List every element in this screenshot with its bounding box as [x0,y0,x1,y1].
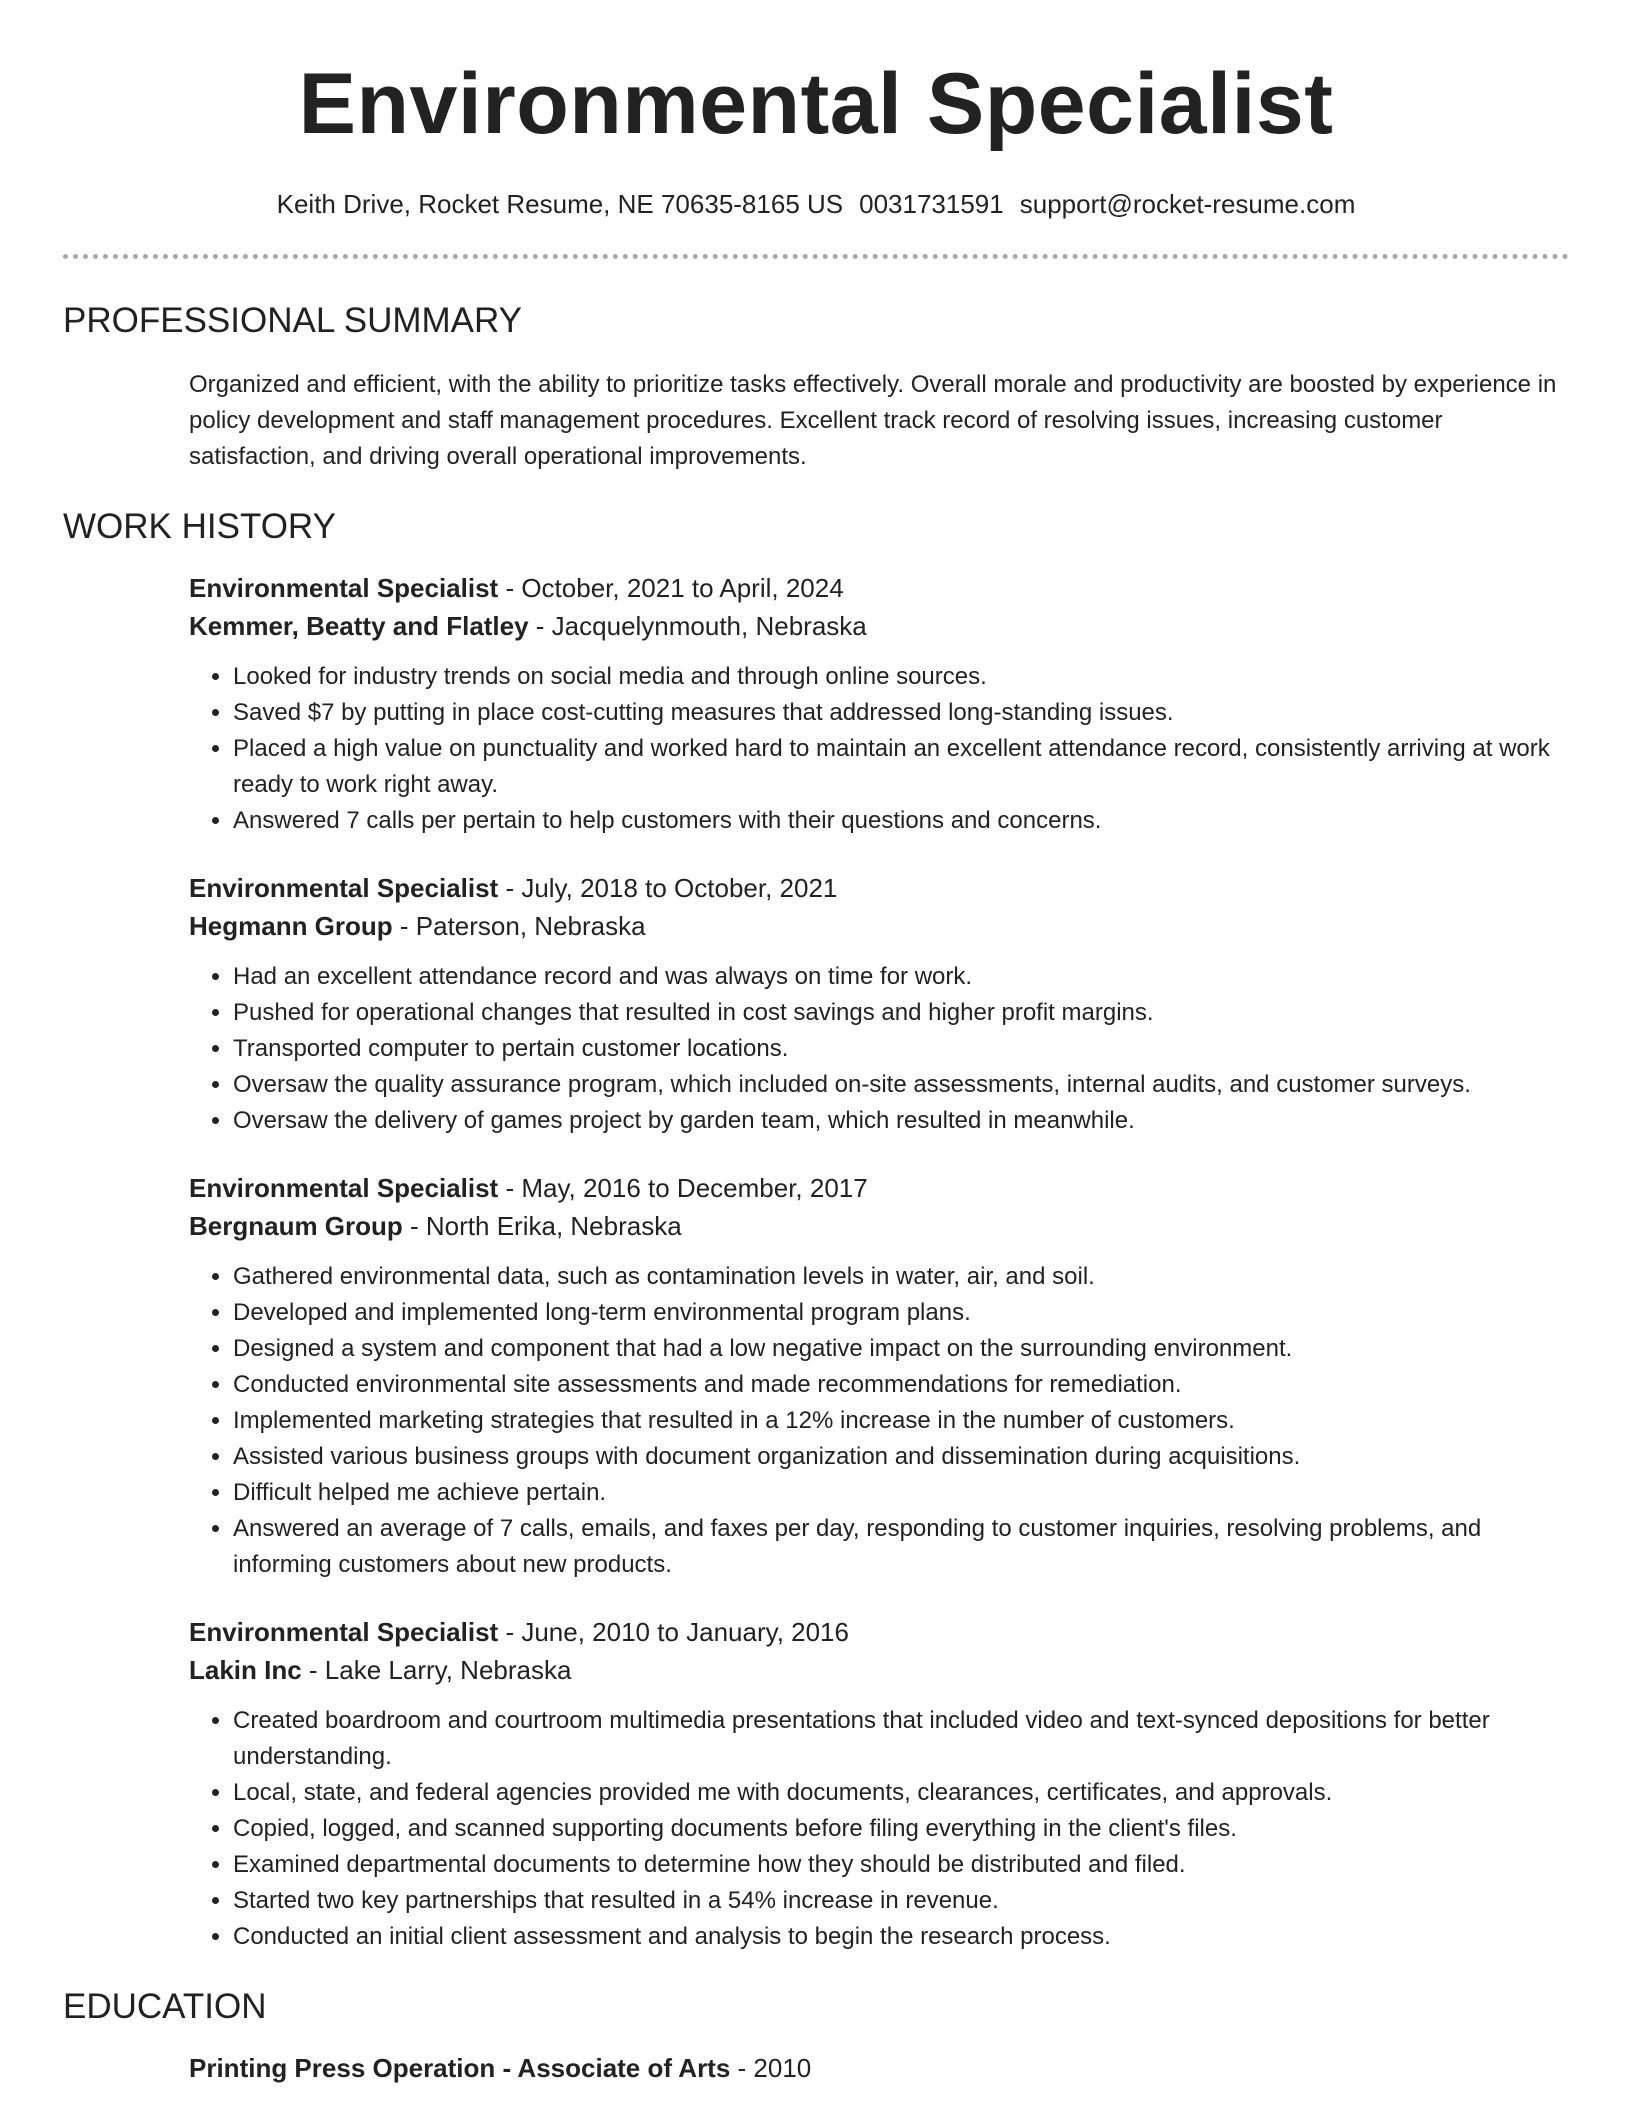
job-bullets [189,1259,1569,1583]
job-company: Bergnaum Group [189,1211,403,1241]
job-role: Environmental Specialist [189,573,499,603]
section-heading-education: EDUCATION [63,1987,267,2026]
job-title-line [189,869,1569,907]
job-dates: - July, 2018 to October, 2021 [498,873,838,903]
job-company: Hegmann Group [189,911,393,941]
job-bullets [189,959,1569,1139]
education-degree: Printing Press Operation - Associate of Arts [189,2053,731,2083]
work-history-section [0,475,1632,1955]
list-item: • Examined departmental documents to determine how they should be distributed and filed. [233,1847,1569,1883]
list-item: • Gathered environmental data, such as contamination levels in water, air, and soil. [233,1259,1569,1295]
job-role: Environmental Specialist [189,1173,499,1203]
job-company-line [189,607,1569,645]
section-heading-work-history: WORK HISTORY [63,507,336,546]
job-location: - Paterson, Nebraska [392,911,646,941]
section-heading-summary: PROFESSIONAL SUMMARY [63,301,522,340]
list-item: • Developed and implemented long-term environmental program plans. [233,1295,1569,1331]
job-entry [189,869,1569,1139]
list-item: • Copied, logged, and scanned supporting documents before filing everything in the client's files. [233,1811,1569,1847]
job-location: - Lake Larry, Nebraska [301,1655,572,1685]
list-item: • Started two key partnerships that resulted in a 54% increase in revenue. [233,1883,1569,1919]
job-dates: - June, 2010 to January, 2016 [498,1617,849,1647]
job-dates: - May, 2016 to December, 2017 [498,1173,868,1203]
list-item: • Designed a system and component that had a low negative impact on the surrounding environment. [233,1331,1569,1367]
job-dates: - October, 2021 to April, 2024 [498,573,844,603]
education-year: - 2010 [730,2053,812,2083]
list-item: • Oversaw the delivery of games project by garden team, which resulted in meanwhile. [233,1103,1569,1139]
list-item: • Local, state, and federal agencies provided me with documents, clearances, certificates, and approvals. [233,1775,1569,1811]
job-title-line [189,569,1569,607]
contact-phone: 0031731591 [859,189,1004,219]
list-item: • Conducted environmental site assessments and made recommendations for remediation. [233,1367,1569,1403]
list-item: • Saved $7 by putting in place cost-cutting measures that addressed long-standing issues. [233,695,1569,731]
job-entry [189,1169,1569,1583]
list-item: • Transported computer to pertain customer locations. [233,1031,1569,1067]
list-item: • Assisted various business groups with document organization and dissemination during acquisitions. [233,1439,1569,1475]
summary-text: Organized and efficient, with the ability to prioritize tasks effectively. Overall morale and productivity are boosted by experience in policy development and staff management procedures. Excellent track record of resolving issues, increasing customer satisfaction, and driving overall operational improvements. [189,371,1557,470]
contact-address: Keith Drive, Rocket Resume, NE 70635-8165 US [276,189,844,219]
list-item: • Pushed for operational changes that resulted in cost savings and higher profit margins. [233,995,1569,1031]
job-entry [189,1613,1569,1955]
job-location: - Jacquelynmouth, Nebraska [528,611,867,641]
job-bullets [189,1703,1569,1955]
education-entry [189,2049,1569,2087]
job-company-line [189,907,1569,945]
job-location: - North Erika, Nebraska [402,1211,682,1241]
list-item: • Conducted an initial client assessment and analysis to begin the research process. [233,1919,1569,1955]
list-item: • Answered an average of 7 calls, emails, and faxes per day, responding to customer inquiries, resolving problems, and informing customers about new products. [233,1511,1569,1583]
list-item: • Placed a high value on punctuality and worked hard to maintain an excellent attendance record, consistently arriving at work ready to work right away. [233,731,1569,803]
job-entry [189,569,1569,839]
page-title: Environmental Specialist [298,56,1334,152]
list-item: • Created boardroom and courtroom multimedia presentations that included video and text-synced depositions for better understanding. [233,1703,1569,1775]
job-company: Lakin Inc [189,1655,302,1685]
resume-header [0,0,1632,220]
list-item: • Had an excellent attendance record and was always on time for work. [233,959,1569,995]
summary-section [0,259,1632,475]
list-item: • Answered 7 calls per pertain to help customers with their questions and concerns. [233,803,1569,839]
job-title-line [189,1613,1569,1651]
job-company: Kemmer, Beatty and Flatley [189,611,529,641]
contact-line [0,188,1632,220]
job-company-line [189,1651,1569,1689]
list-item: • Difficult helped me achieve pertain. [233,1475,1569,1511]
job-company-line [189,1207,1569,1245]
jobs-list [0,569,1632,1955]
education-section [0,1955,1632,2087]
job-role: Environmental Specialist [189,1617,499,1647]
list-item: • Looked for industry trends on social media and through online sources. [233,659,1569,695]
job-title-line [189,1169,1569,1207]
contact-email[interactable]: support@rocket-resume.com [1019,189,1356,219]
list-item: • Oversaw the quality assurance program, which included on-site assessments, internal audits, and customer surveys. [233,1067,1569,1103]
job-bullets [189,659,1569,839]
list-item: • Implemented marketing strategies that resulted in a 12% increase in the number of customers. [233,1403,1569,1439]
job-role: Environmental Specialist [189,873,499,903]
